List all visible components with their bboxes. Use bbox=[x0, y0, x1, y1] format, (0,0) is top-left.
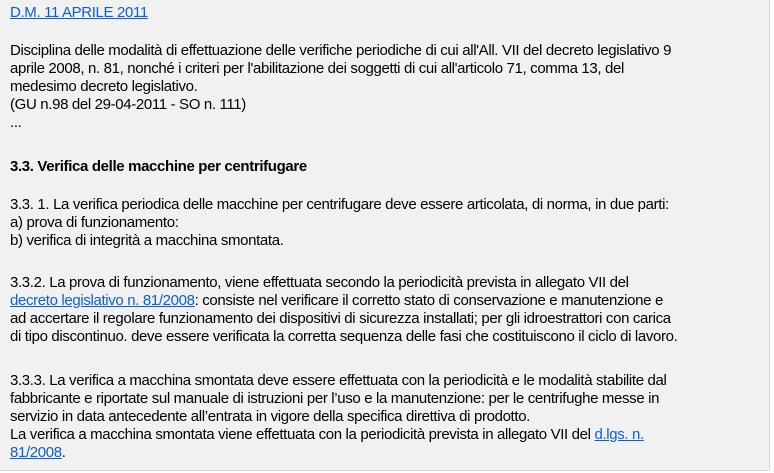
document-content bbox=[10, 4, 678, 462]
dlgs-link[interactable]: d.lgs. n. bbox=[594, 426, 644, 443]
intro-paragraph bbox=[10, 42, 678, 132]
ellipsis: ... bbox=[10, 114, 22, 131]
paragraph-line bbox=[10, 426, 678, 444]
gazette-reference: (GU n.98 del 29-04-2011 - SO n. 111) bbox=[10, 96, 246, 113]
paragraph-line bbox=[10, 292, 678, 310]
paragraph-line: di tipo discontinuo. deve essere verificata la corretta sequenza delle fasi che costituiscono il ciclo di lavoro. bbox=[10, 328, 678, 345]
paragraph-text: : consiste nel verificare il corretto stato di conservazione e manutenzione e bbox=[194, 292, 663, 309]
paragraph-line: fabbricante e riportate sul manuale di istruzioni per l’uso e la manutenzione: per le centrifughe messe in bbox=[10, 390, 660, 407]
paragraph-line: ad accertare il regolare funzionamento dei dispositivi di sicurezza installati; per gli idroestrattori con carica bbox=[10, 310, 671, 327]
paragraph-line: 3.3. 1. La verifica periodica delle macchine per centrifugare deve essere articolata, di norma, in due parti: bbox=[10, 196, 669, 213]
intro-line: medesimo decreto legislativo. bbox=[10, 78, 198, 95]
paragraph-text: La verifica a macchina smontata viene effettuata con la periodicità prevista in allegato VII del bbox=[10, 426, 595, 443]
paragraph-line: 3.3.2. La prova di funzionamento, viene effettuata secondo la periodicità prevista in allegato VII del bbox=[10, 274, 629, 291]
paragraph-3-3-2 bbox=[10, 274, 678, 346]
period: . bbox=[61, 444, 66, 461]
list-item: b) verifica di integrità a macchina smontata. bbox=[10, 232, 284, 249]
paragraph-line bbox=[10, 444, 678, 462]
title-link[interactable]: D.M. 11 APRILE 2011 bbox=[10, 4, 148, 21]
paragraph-3-3-3 bbox=[10, 372, 678, 462]
section-heading: 3.3. Verifica delle macchine per centrifugare bbox=[10, 158, 307, 175]
list-item: a) prova di funzionamento: bbox=[10, 214, 179, 231]
paragraph-line: 3.3.3. La verifica a macchina smontata deve essere effettuata con la periodicità e le modalità stabilite dal bbox=[10, 372, 667, 389]
decree-link[interactable]: decreto legislativo n. 81/2008 bbox=[10, 292, 195, 309]
dlgs-link-continued[interactable]: 81/2008 bbox=[10, 444, 62, 461]
intro-line: aprile 2008, n. 81, nonché i criteri per l'abilitazione dei soggetti di cui all'articolo 71, comma 13, del bbox=[10, 60, 624, 77]
paragraph-3-3-1 bbox=[10, 196, 678, 250]
intro-line: Disciplina delle modalità di effettuazione delle verifiche periodiche di cui all'All. VII del decreto legislativo 9 bbox=[10, 42, 672, 59]
paragraph-line: servizio in data antecedente all’entrata in vigore della specifica direttiva di prodotto. bbox=[10, 408, 531, 425]
